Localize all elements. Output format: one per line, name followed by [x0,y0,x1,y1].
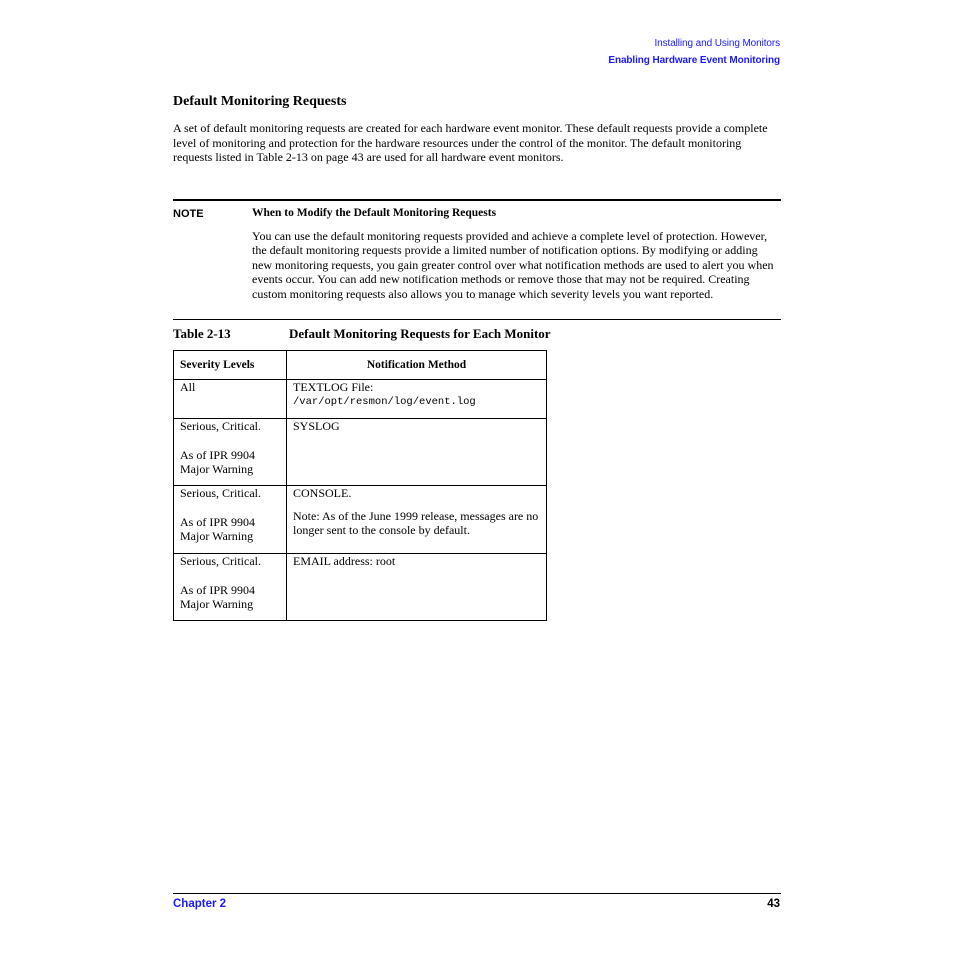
table-title: Default Monitoring Requests for Each Monitor [289,326,551,341]
note-title: When to Modify the Default Monitoring Requests [252,207,497,219]
table-number: Table 2-13 [173,326,231,341]
header-notification-method: Notification Method [287,351,547,380]
note-label: NOTE [173,208,204,220]
running-header-section: Enabling Hardware Event Monitoring [608,55,780,66]
method-cell [287,419,547,486]
method-text: EMAIL address: root [293,554,396,568]
severity-line-1: Serious, Critical. [180,486,261,500]
severity-line-3: Major Warning [180,597,254,611]
method-cell [287,486,547,554]
note-top-rule [173,199,781,201]
severity-cell [174,486,287,554]
method-text: SYSLOG [293,419,340,433]
intro-paragraph: A set of default monitoring requests are created for each hardware event monitor. These default requests provide a complete level of monitoring and protection for the hardware resources under the control of the monitor. The default monitoring requests listed in Table 2-13 on page 43 are used for all hardware event monitors. [173,121,768,165]
method-cell [287,380,547,419]
severity-text: All [180,380,196,394]
method-note: Note: As of the June 1999 release, messages are no longer sent to the console by default. [293,508,539,537]
severity-line-2: As of IPR 9904 [180,582,256,597]
section-heading: Default Monitoring Requests [173,94,347,109]
table-row [174,554,547,621]
severity-line-1: Serious, Critical. [180,554,261,568]
method-text: CONSOLE. [293,486,352,500]
severity-line-2: As of IPR 9904 [180,447,256,462]
severity-cell [174,380,287,419]
table-row [174,486,547,554]
table-row [174,419,547,486]
severity-line-3: Major Warning [180,529,254,543]
severity-line-2: As of IPR 9904 [180,514,256,529]
severity-cell [174,554,287,621]
severity-cell [174,419,287,486]
method-cell [287,554,547,621]
monitoring-requests-table [173,350,547,621]
severity-line-1: Serious, Critical. [180,419,261,433]
table-row [174,380,547,419]
running-header-chapter: Installing and Using Monitors [654,38,780,49]
footer-rule [173,893,781,894]
table-header-row [174,351,547,380]
method-text: TEXTLOG File: [293,380,374,394]
severity-line-3: Major Warning [180,462,254,476]
note-bottom-rule [173,319,781,320]
method-path: /var/opt/resmon/log/event.log [293,395,476,408]
footer-chapter: Chapter 2 [173,898,227,910]
header-severity-levels: Severity Levels [174,351,287,380]
note-body: You can use the default monitoring requests provided and achieve a complete level of protection. However, the default monitoring requests provide a limited number of notification options. By modifying or adding new monitoring requests, you gain greater control over what notification methods are used to alert you when events occur. You can add new notification methods or remove those that may not be required. Creating custom monitoring requests also allows you to manage which severity levels you want reported. [252,229,774,301]
page-number: 43 [767,898,780,910]
